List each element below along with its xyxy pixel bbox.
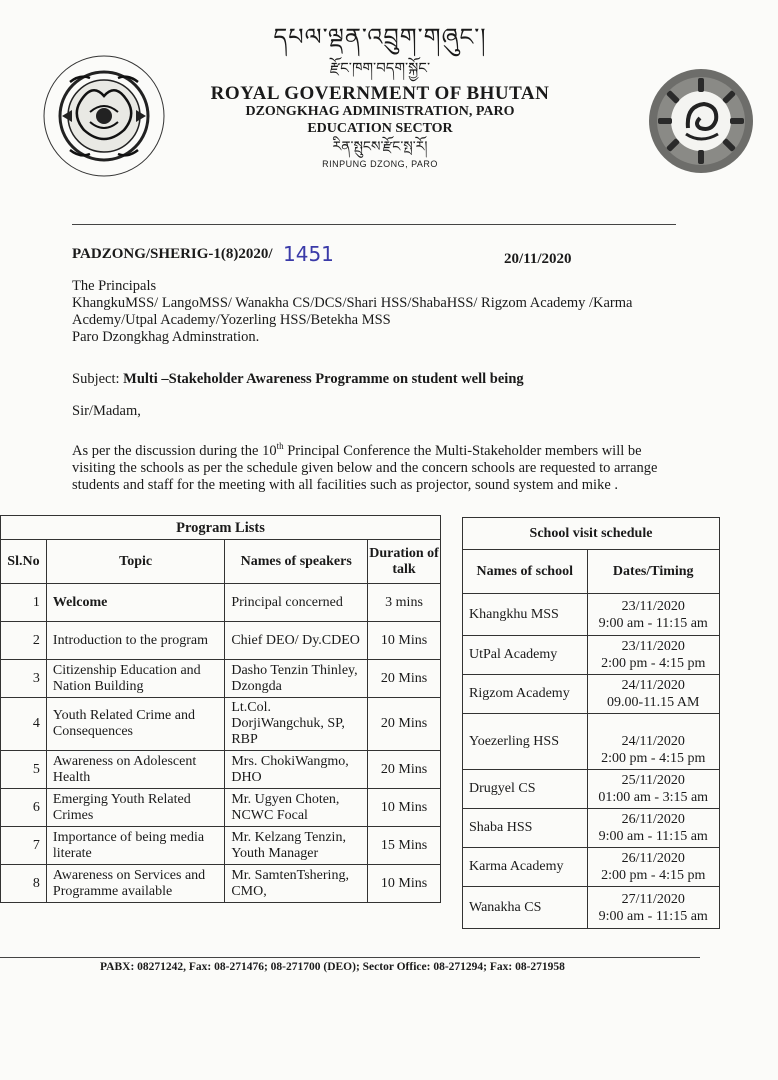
row-topic: Youth Related Crime and Consequences <box>46 698 224 751</box>
letterhead <box>190 20 570 171</box>
row-datetime <box>587 675 720 714</box>
program-list-table <box>0 515 441 903</box>
row-duration: 20 Mins <box>368 698 441 751</box>
row-datetime <box>587 636 720 675</box>
row-school: UtPal Academy <box>463 636 588 675</box>
row-time: 9:00 am - 11:15 am <box>598 829 708 844</box>
row-school: Yoezerling HSS <box>463 714 588 770</box>
program-table-title: Program Lists <box>1 516 441 540</box>
bhutan-national-emblem-icon <box>40 52 168 180</box>
government-title: ROYAL GOVERNMENT OF BHUTAN <box>210 83 550 104</box>
row-topic: Welcome <box>46 584 224 622</box>
row-speaker: Mr. SamtenTshering, CMO, <box>225 865 368 903</box>
dzongkha-administration-title: རྫོང་ཁག་བདག་སྐྱོང་ <box>329 59 431 77</box>
row-number: 1 <box>1 584 47 622</box>
addressee-title: The Principals <box>72 278 157 294</box>
table-row <box>463 675 720 714</box>
table-row <box>1 622 441 660</box>
row-topic: Emerging Youth Related Crimes <box>46 789 224 827</box>
row-topic: Citizenship Education and Nation Building <box>46 660 224 698</box>
row-duration: 3 mins <box>368 584 441 622</box>
row-number: 6 <box>1 789 47 827</box>
column-header-duration: Duration of talk <box>368 540 441 584</box>
subject-text: Multi –Stakeholder Awareness Programme on student well being <box>123 371 524 387</box>
row-date: 27/11/2020 <box>621 891 685 907</box>
row-date: 26/11/2020 <box>621 812 685 827</box>
table-row <box>463 594 720 636</box>
row-topic: Importance of being media literate <box>46 827 224 865</box>
row-time: 2:00 pm - 4:15 pm <box>601 751 706 766</box>
row-school: Rigzom Academy <box>463 675 588 714</box>
footer-divider <box>0 957 700 958</box>
addressee-organization: Paro Dzongkhag Adminstration. <box>72 329 260 345</box>
sector-title: EDUCATION SECTOR <box>307 121 453 136</box>
row-time: 2:00 pm - 4:15 pm <box>601 656 706 671</box>
subject-line <box>72 371 524 388</box>
row-number: 7 <box>1 827 47 865</box>
row-number: 5 <box>1 751 47 789</box>
row-time: 09.00-11.15 AM <box>607 695 700 710</box>
reference-number: PADZONG/SHERIG-1(8)2020/ <box>72 246 273 262</box>
row-time: 9:00 am - 11:15 am <box>598 908 708 924</box>
table-row <box>463 848 720 887</box>
row-datetime <box>587 770 720 809</box>
school-table-title: School visit schedule <box>463 518 720 550</box>
column-header-school: Names of school <box>463 550 588 594</box>
row-school: Drugyel CS <box>463 770 588 809</box>
row-time: 2:00 pm - 4:15 pm <box>601 868 706 883</box>
row-number: 3 <box>1 660 47 698</box>
row-datetime <box>587 809 720 848</box>
row-duration: 10 Mins <box>368 622 441 660</box>
letter-date: 20/11/2020 <box>504 251 572 267</box>
table-row <box>1 789 441 827</box>
row-date: 24/11/2020 <box>621 734 685 749</box>
body-paragraph <box>72 438 672 494</box>
row-date: 24/11/2020 <box>621 678 685 693</box>
column-header-dates: Dates/Timing <box>587 550 720 594</box>
row-duration: 20 Mins <box>368 660 441 698</box>
table-row <box>463 887 720 929</box>
table-row <box>463 770 720 809</box>
table-row <box>1 751 441 789</box>
row-speaker: Mr. Ugyen Choten, NCWC Focal <box>225 789 368 827</box>
row-duration: 10 Mins <box>368 865 441 903</box>
row-number: 8 <box>1 865 47 903</box>
row-duration: 15 Mins <box>368 827 441 865</box>
body-text-end: Principal Conference the Multi-Stakeholder members will be visiting the schools as per the schedule given below and the concern schools are requested to arrange students and staff for the meeting with all facilities such as projector, sound system and mike . <box>72 442 658 493</box>
body-superscript: th <box>276 441 284 451</box>
handwritten-reference-number: 1451 <box>283 242 334 266</box>
salutation: Sir/Madam, <box>72 403 141 419</box>
row-datetime <box>587 714 720 770</box>
row-speaker: Mr. Kelzang Tenzin, Youth Manager <box>225 827 368 865</box>
row-date: 23/11/2020 <box>621 598 685 614</box>
row-date: 23/11/2020 <box>621 639 685 654</box>
row-duration: 20 Mins <box>368 751 441 789</box>
column-header-topic: Topic <box>46 540 224 584</box>
table-row <box>1 698 441 751</box>
table-row <box>1 660 441 698</box>
row-speaker: Lt.Col. DorjiWangchuk, SP, RBP <box>225 698 368 751</box>
row-school: Karma Academy <box>463 848 588 887</box>
addressee-schools: KhangkuMSS/ LangoMSS/ Wanakha CS/DCS/Shari HSS/ShabaHSS/ Rigzom Academy /Karma Acdemy/Utpal Academy/Yozerling HSS/Betekha MSS <box>72 295 633 328</box>
row-topic: Awareness on Adolescent Health <box>46 751 224 789</box>
row-topic: Introduction to the program <box>46 622 224 660</box>
row-time: 9:00 am - 11:15 am <box>598 615 708 631</box>
row-datetime <box>587 848 720 887</box>
body-text-start: As per the discussion during the 10 <box>72 442 277 459</box>
row-speaker: Dasho Tenzin Thinley, Dzongda <box>225 660 368 698</box>
education-sector-emblem-icon <box>646 66 756 176</box>
row-speaker: Principal concerned <box>225 584 368 622</box>
table-row <box>1 865 441 903</box>
table-row <box>1 584 441 622</box>
row-speaker: Mrs. ChokiWangmo, DHO <box>225 751 368 789</box>
table-row <box>463 809 720 848</box>
row-time: 01:00 am - 3:15 am <box>598 790 709 805</box>
column-header-speakers: Names of speakers <box>225 540 368 584</box>
row-school: Wanakha CS <box>463 887 588 929</box>
row-speaker: Chief DEO/ Dy.CDEO <box>225 622 368 660</box>
row-date: 26/11/2020 <box>621 851 685 866</box>
column-header-slno: Sl.No <box>1 540 47 584</box>
subject-label: Subject: <box>72 371 120 387</box>
table-row <box>463 714 720 770</box>
dzongkha-location: རིན་སྤུངས་རྫོང་སྤ་རོ། <box>332 139 428 155</box>
table-row <box>1 827 441 865</box>
row-school: Shaba HSS <box>463 809 588 848</box>
row-duration: 10 Mins <box>368 789 441 827</box>
row-datetime <box>587 594 720 636</box>
row-topic: Awareness on Services and Programme available <box>46 865 224 903</box>
addressee-block <box>72 278 672 346</box>
row-number: 4 <box>1 698 47 751</box>
row-school: Khangkhu MSS <box>463 594 588 636</box>
footer-contacts: PABX: 08271242, Fax: 08-271476; 08-271700 (DEO); Sector Office: 08-271294; Fax: 08-271958 <box>100 961 565 973</box>
row-number: 2 <box>1 622 47 660</box>
school-visit-schedule-table <box>462 517 720 929</box>
administration-title: DZONGKHAG ADMINISTRATION, PARO <box>245 104 515 119</box>
dzongkha-government-title: དཔལ་ལྡན་འབྲུག་གཞུང་། <box>273 23 487 51</box>
header-divider <box>72 224 676 225</box>
row-date: 25/11/2020 <box>621 773 685 788</box>
table-row <box>463 636 720 675</box>
location-text: RINPUNG DZONG, PARO <box>322 159 438 169</box>
row-datetime <box>587 887 720 929</box>
